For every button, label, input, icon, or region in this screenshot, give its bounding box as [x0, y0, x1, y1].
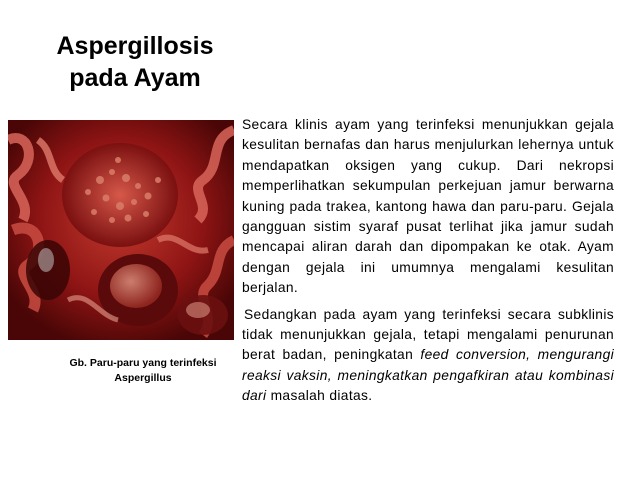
paragraph-subclinical-start: Sedangkan pada ayam yang terinfeksi secara subklinis tidak menunjukkan gejala, tetapi mengalami penurunan berat badan, peningkatan — [242, 306, 614, 363]
slide-title — [40, 30, 230, 94]
title-line-1: Aspergillosis — [56, 32, 214, 60]
photo-caption — [60, 356, 226, 386]
paragraph-subclinical — [242, 305, 614, 407]
caption-line-1: Gb. Paru-paru yang terinfeksi — [69, 357, 217, 369]
lung-photo — [8, 120, 234, 340]
paragraph-subclinical-end: masalah diatas. — [266, 388, 373, 404]
paragraph-subclinical-italic: feed conversion, mengurangi reaksi vaksin, meningkatkan pengafkiran atau kombinasi dari — [242, 347, 615, 404]
lung-photo-illustration — [8, 120, 234, 340]
title-line-2: pada Ayam — [69, 64, 201, 92]
paragraph-clinical: Secara klinis ayam yang terinfeksi menunjukkan gejala kesulitan bernafas dan harus menjulurkan lehernya untuk mendapatkan oksigen yang cukup. Dari nekropsi memperlihatkan sekumpulan perkejuan jamur berwarna kuning pada trakea, kantong hawa dan paru-paru. Gejala gangguan sistim syaraf pusat terlihat jika jamur sudah mencapai aliran darah dan dipompakan ke otak. Ayam dengan gejala ini umumnya mengalami kesulitan berjalan. — [242, 117, 614, 296]
caption-line-2: Aspergillus — [114, 372, 172, 384]
body-text — [242, 115, 614, 407]
